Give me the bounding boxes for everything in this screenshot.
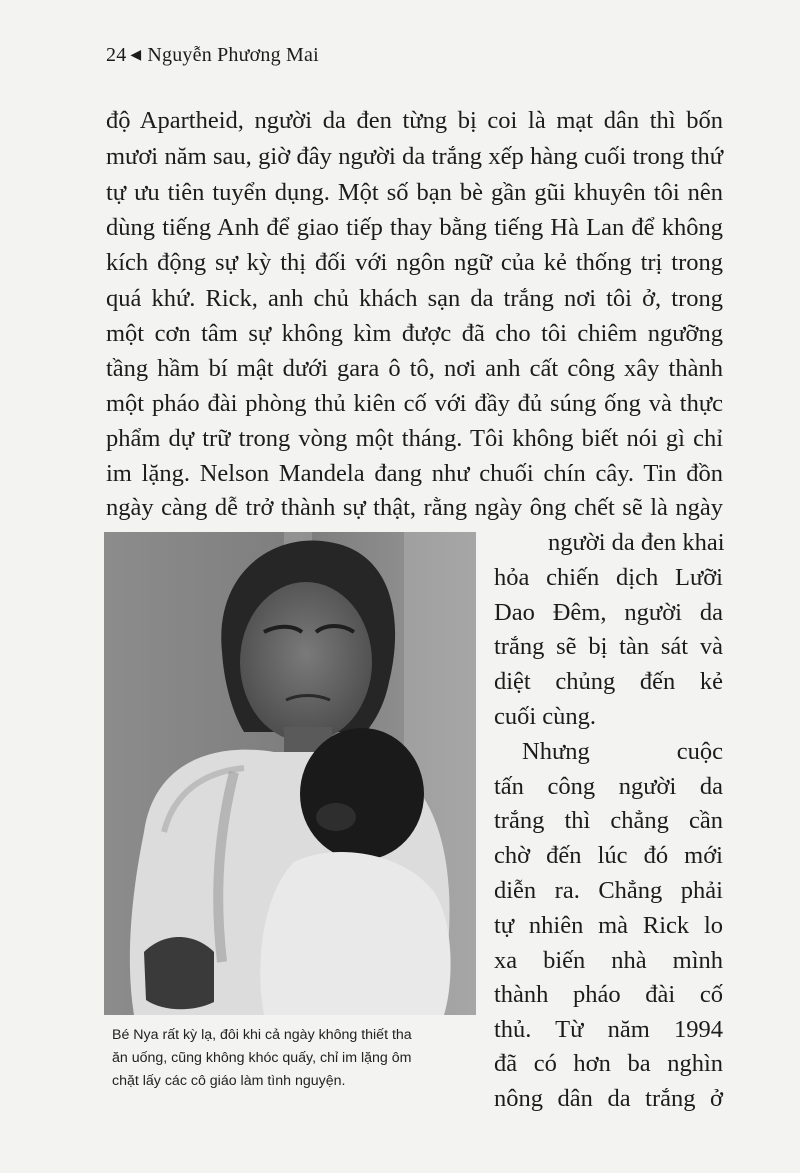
photo [104, 532, 476, 1015]
body-line: một cơn tâm sự không kìm được đã cho tôi chiêm ngưỡng [106, 320, 723, 347]
side-line: đã có hơn ba nghìn [494, 1050, 723, 1077]
caption-line: Bé Nya rất kỳ lạ, đôi khi cả ngày không thiết tha [112, 1027, 412, 1043]
side-line: Nhưng cuộc [522, 738, 723, 765]
photo-caption [112, 1024, 482, 1093]
side-line: hỏa chiến dịch Lưỡi [494, 564, 723, 591]
side-line: Dao Đêm, người da [494, 599, 723, 626]
side-line: nông dân da trắng ở [494, 1085, 723, 1112]
side-line: thành pháo đài cố [494, 981, 723, 1008]
body-line: tự ưu tiên tuyển dụng. Một số bạn bè gần gũi khuyên tôi nên [106, 179, 723, 206]
body-line: tầng hầm bí mật dưới gara ô tô, nơi anh cất công xây thành [106, 355, 723, 382]
body-line: im lặng. Nelson Mandela đang như chuối chín cây. Tin đồn [106, 460, 723, 487]
body-line: một pháo đài phòng thủ kiên cố với đầy đủ súng ống và thực [106, 390, 723, 417]
side-line: thủ. Từ năm 1994 [494, 1016, 723, 1043]
body-line: quá khứ. Rick, anh chủ khách sạn da trắng nơi tôi ở, trong [106, 285, 723, 312]
page-number: 24 [106, 44, 127, 66]
side-line: trắng thì chẳng cần [494, 807, 723, 834]
side-line: cuối cùng. [494, 703, 597, 730]
body-line: mươi năm sau, giờ đây người da trắng xếp hàng cuối trong thứ [106, 143, 723, 170]
side-line: tự nhiên mà Rick lo [494, 912, 723, 939]
page-arrow-icon: ◀ [130, 48, 142, 63]
body-line: phẩm dự trữ trong vòng một tháng. Tôi không biết nói gì chỉ [106, 425, 723, 452]
side-line: diệt chủng đến kẻ [494, 668, 723, 695]
side-line: xa biến nhà mình [494, 947, 723, 974]
side-line: diễn ra. Chẳng phải [494, 877, 723, 904]
author-name: Nguyễn Phương Mai [147, 44, 319, 66]
side-line: tấn công người da [494, 773, 723, 800]
body-line: độ Apartheid, người da đen từng bị coi là mạt dân thì bốn [106, 107, 723, 134]
side-line: trắng sẽ bị tàn sát và [494, 633, 723, 660]
caption-line: chặt lấy các cô giáo làm tình nguyện. [112, 1073, 346, 1089]
body-line: dùng tiếng Anh để giao tiếp thay bằng tiếng Hà Lan để không [106, 214, 723, 241]
photo-woman-child-illustration [104, 532, 476, 1015]
body-line: kích động sự kỳ thị đối với ngôn ngữ của kẻ thống trị trong [106, 249, 723, 276]
side-line: chờ đến lúc đó mới [494, 842, 723, 869]
side-line: người da đen khai [548, 529, 725, 556]
caption-line: ăn uống, cũng không khóc quấy, chỉ im lặng ôm [112, 1050, 412, 1066]
running-header [106, 44, 319, 67]
body-line: ngày càng dễ trở thành sự thật, rằng ngày ông chết sẽ là ngày [106, 494, 723, 521]
